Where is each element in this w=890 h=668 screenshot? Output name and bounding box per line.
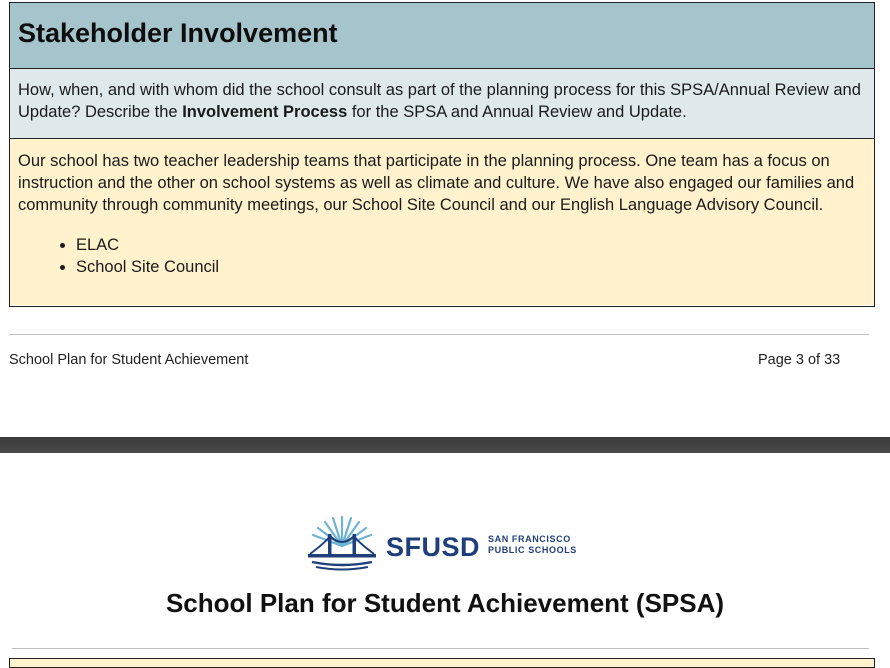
plan-title: School Plan for Student Achievement (SPSA) [165, 588, 725, 618]
sfusd-logo [306, 514, 580, 574]
section-answer [10, 139, 874, 305]
section-title: Stakeholder Involvement [10, 3, 874, 69]
answer-text: Our school has two teacher leadership teams that participate in the planning process. One team has a focus on instruction and the other on school systems as well as climate and culture. We have also engaged our families and community through community meetings, our School Site Council and our English Language Advisory Council. [18, 152, 855, 214]
bullet-item: • ELAC [76, 234, 866, 256]
question-bold: Involvement Process [182, 103, 348, 121]
bullet-list [18, 234, 866, 278]
page-separator [0, 437, 890, 453]
footer-document-title: School Plan for Student Achievement [9, 352, 249, 368]
logo-subtitle-line2: PUBLIC SCHOOLS [488, 545, 577, 555]
logo-subtitle-line1: SAN FRANCISCO [488, 534, 571, 544]
stakeholder-involvement-section [9, 2, 875, 307]
bullet-item: • School Site Council [76, 256, 866, 278]
question-text-2: for the SPSA and Annual Review and Update. [347, 103, 687, 121]
golden-gate-bridge-icon [306, 514, 378, 574]
next-section-box [9, 658, 875, 668]
question-text-1: How, when, and with whom did the school consult as part of the planning process for this SPSA/Annual Review and Update? Describe the [18, 81, 861, 121]
footer-page-number: Page 3 of 33 [758, 352, 841, 368]
footer-divider [9, 334, 869, 335]
logo-wordmark: SFUSD [386, 532, 481, 562]
title-divider [12, 648, 869, 649]
logo-subtitle [488, 534, 577, 556]
section-question [10, 69, 874, 139]
